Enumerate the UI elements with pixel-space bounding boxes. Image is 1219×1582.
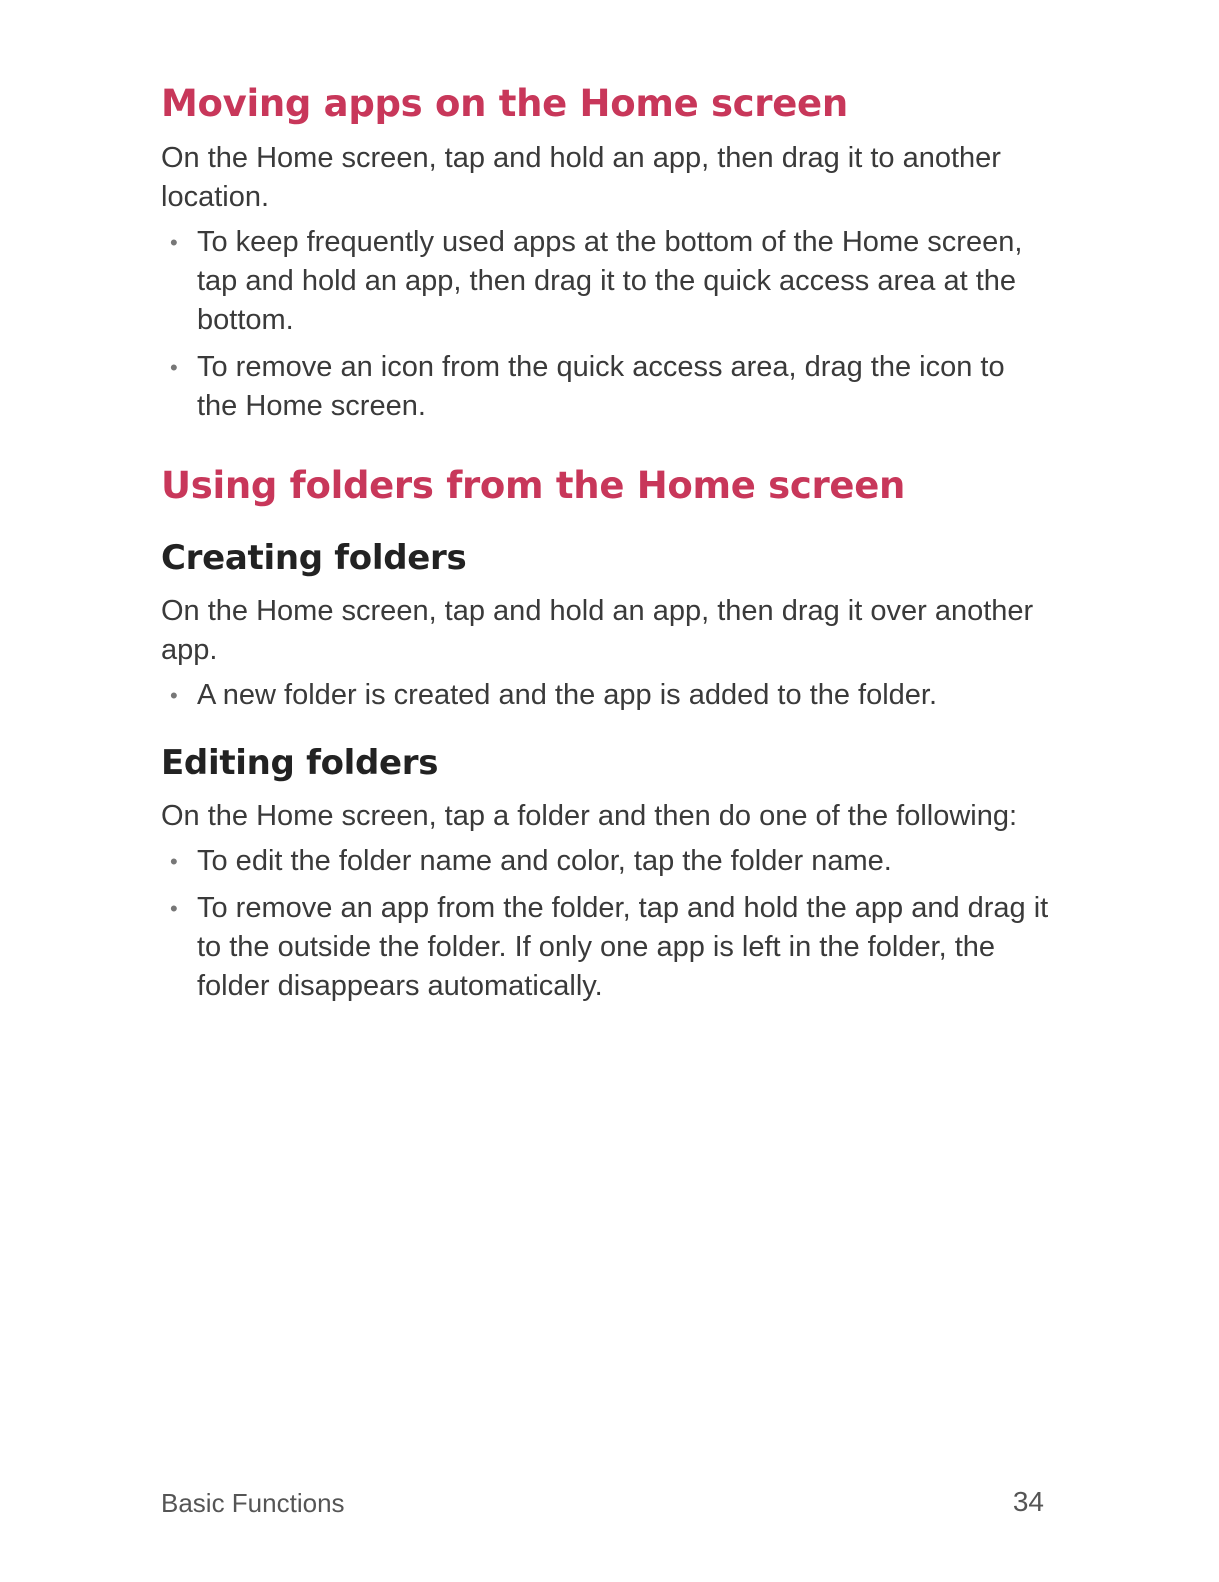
subsection-title-creating-folders: Creating folders [161,538,467,578]
bullet-icon: • [170,230,178,255]
editing-folders-bullet-list [161,842,1051,1014]
section-title-moving-apps: Moving apps on the Home screen [161,82,848,125]
bullet-icon: • [170,355,178,380]
list-item [161,348,1051,426]
bullet-icon: • [170,683,178,708]
moving-apps-intro: On the Home screen, tap and hold an app, then drag it to another location. [161,142,1001,213]
list-item [161,842,1051,881]
list-item [161,676,1051,715]
subsection-title-editing-folders: Editing folders [161,743,439,783]
moving-apps-bullet-list [161,223,1051,434]
list-item-text: To edit the folder name and color, tap the folder name. [197,845,892,877]
list-item [161,223,1051,340]
bullet-icon: • [170,896,178,921]
list-item-text: A new folder is created and the app is added to the folder. [197,679,938,711]
list-item-text: To remove an icon from the quick access area, drag the icon to the Home screen. [197,351,1005,422]
list-item [161,889,1051,1006]
list-item-text: To remove an app from the folder, tap and hold the app and drag it to the outside the folder. If only one app is left in the folder, the folder disappears automatically. [197,892,1049,1002]
creating-folders-intro: On the Home screen, tap and hold an app, then drag it over another app. [161,595,1034,666]
page-number: 34 [1012,1486,1044,1517]
bullet-icon: • [170,849,178,874]
footer-chapter-label: Basic Functions [161,1488,345,1518]
editing-folders-intro: On the Home screen, tap a folder and then do one of the following: [161,800,1018,832]
list-item-text: To keep frequently used apps at the bottom of the Home screen, tap and hold an app, then drag it to the quick access area at the bottom. [197,226,1023,336]
section-title-using-folders: Using folders from the Home screen [161,464,906,507]
creating-folders-bullet-list [161,676,1051,723]
